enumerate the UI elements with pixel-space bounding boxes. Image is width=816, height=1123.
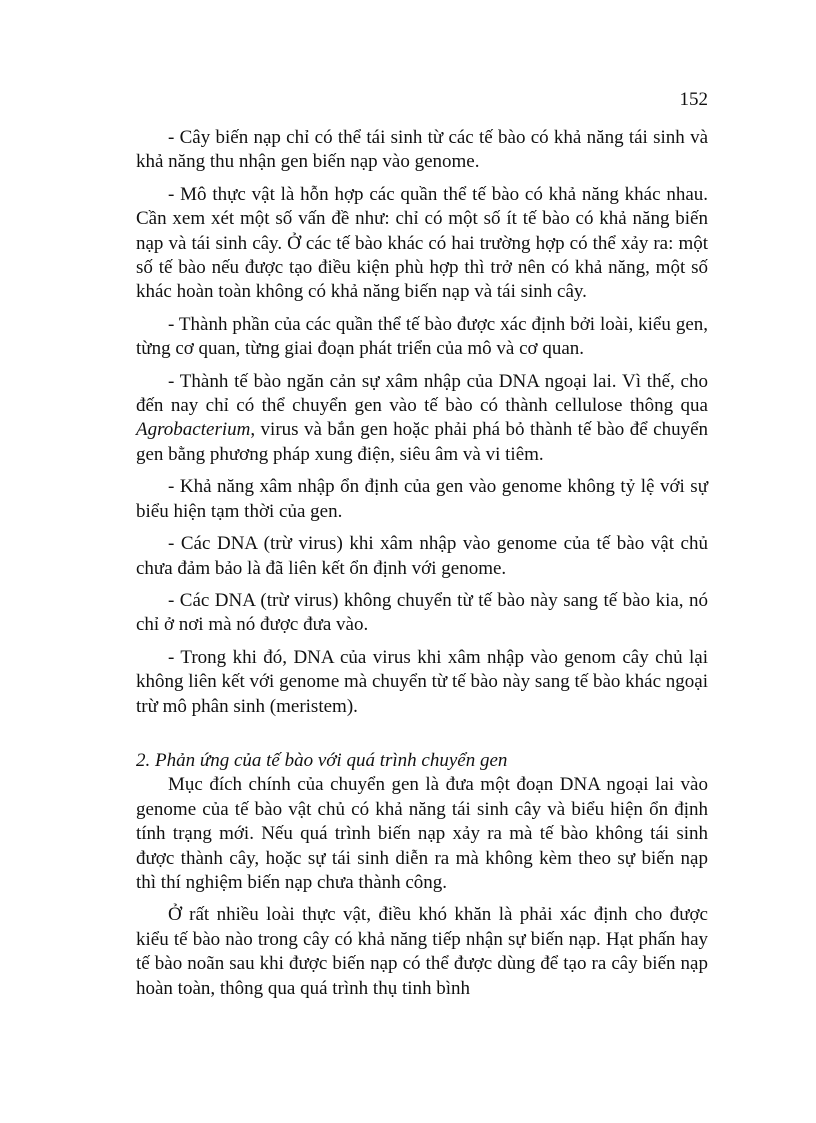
body-paragraph: - Mô thực vật là hỗn hợp các quần thể tế bào có khả năng khác nhau. Cần xem xét một số vấn đề như: chỉ có một số ít tế bào có khả năng biến nạp và tái sinh cây. Ở các tế bào khác có hai trường hợp có thể xảy ra: một số tế bào nếu được tạo điều kiện phù hợp thì trở nên có khả năng, một số khác hoàn toàn không có khả năng biến nạp và tái sinh cây. [136,183,708,303]
page-body [136,126,708,1009]
section-heading: 2. Phản ứng của tế bào với quá trình chuyển gen [136,749,508,771]
body-paragraph: - Trong khi đó, DNA của virus khi xâm nhập vào genom cây chủ lại không liên kết với genome mà chuyển từ tế bào này sang tế bào khác ngoại trừ mô phân sinh (meristem). [136,646,708,717]
body-paragraph: - Cây biến nạp chỉ có thể tái sinh từ các tế bào có khả năng tái sinh và khả năng thu nhận gen biến nạp vào genome. [136,127,708,173]
italic-term: Agrobacterium [136,419,251,441]
body-paragraph: - Thành phần của các quần thể tế bào được xác định bởi loài, kiểu gen, từng cơ quan, từng giai đoạn phát triển của mô và cơ quan. [136,313,708,360]
body-paragraph: Mục đích chính của chuyển gen là đưa một đoạn DNA ngoại lai vào genome của tế bào vật chủ có khả năng tái sinh cây và biểu hiện ổn định tính trạng mới. Nếu quá trình biến nạp xảy ra mà tế bào không tái sinh được thành cây, hoặc sự tái sinh diễn ra mà không kèm theo sự biến nạp thì thí nghiệm biến nạp chưa thành công. [136,774,708,893]
body-paragraph: - Các DNA (trừ virus) không chuyển từ tế bào này sang tế bào kia, nó chỉ ở nơi mà nó được đưa vào. [136,589,708,636]
body-paragraph-cell-wall [136,370,708,468]
body-paragraph: - Các DNA (trừ virus) khi xâm nhập vào genome của tế bào vật chủ chưa đảm bảo là đã liên kết ổn định với genome. [136,533,708,579]
text-run: - Thành tế bào ngăn cản sự xâm nhập của DNA ngoại lai. Vì thế, cho đến nay chỉ có thể chuyển gen vào tế bào có thành cellulose thông qua [136,370,708,417]
page-number: 152 [679,89,708,110]
text-run: , virus và bắn gen hoặc phải phá bỏ thành tế bào để chuyển gen bằng phương pháp xung điện, siêu âm và vi tiêm. [136,419,708,465]
body-paragraph: Ở rất nhiều loài thực vật, điều khó khăn là phải xác định cho được kiểu tế bào nào trong cây có khả năng tiếp nhận sự biến nạp. Hạt phấn hay tế bào noãn sau khi được biến nạp có thể được dùng để tạo ra cây biến nạp hoàn toàn, thông qua quá trình thụ tinh bình [136,904,708,999]
body-paragraph: - Khả năng xâm nhập ổn định của gen vào genome không tỷ lệ với sự biểu hiện tạm thời của gen. [136,476,708,522]
